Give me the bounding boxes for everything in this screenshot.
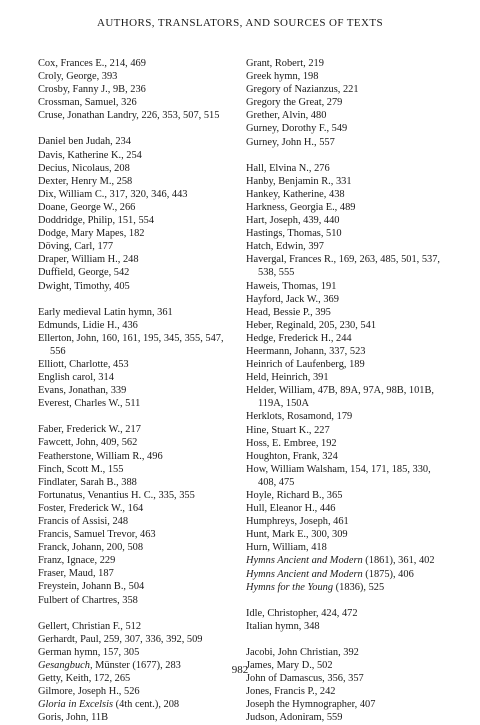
index-entry: Hoss, E. Embree, 192: [246, 437, 337, 449]
right-column: [246, 57, 446, 725]
index-entry: Freystein, Johann B., 504: [38, 581, 145, 593]
group-gap: [38, 410, 238, 423]
index-entry: Havergal, Frances R., 169, 263, 485, 501, 537, 538, 555: [246, 254, 441, 279]
source-title: Hymns for the Young: [246, 581, 334, 593]
index-entry: Finch, Scott M., 155: [38, 463, 124, 475]
index-entry: Hymns Ancient and Modern (1861), 361, 402: [246, 555, 435, 567]
index-entry: Findlater, Sarah B., 388: [38, 476, 137, 488]
index-entry: Hart, Joseph, 439, 440: [246, 215, 340, 227]
index-entry: Gregory of Nazianzus, 221: [246, 84, 359, 96]
index-entry: German hymn, 157, 305: [38, 646, 140, 658]
index-entry: Hanby, Benjamin R., 331: [246, 175, 352, 187]
group-gap: [38, 607, 238, 620]
index-entry: Hunt, Mark E., 300, 309: [246, 529, 348, 541]
index-entry: Döving, Carl, 177: [38, 241, 114, 253]
index-entry: Hastings, Thomas, 510: [246, 228, 342, 240]
index-entry: Fraser, Maud, 187: [38, 568, 114, 580]
index-entry: Hoyle, Richard B., 365: [246, 490, 343, 501]
index-entry: Croly, George, 393: [38, 71, 118, 83]
index-entry: Gesangbuch, Münster (1677), 283: [38, 659, 181, 671]
index-entry: James, Mary D., 502: [246, 660, 333, 672]
group-gap: [246, 594, 446, 607]
index-entry: Gurney, John H., 557: [246, 136, 335, 148]
index-entry: Dwight, Timothy, 405: [38, 280, 130, 292]
index-entry: Gerhardt, Paul, 259, 307, 336, 392, 509: [38, 633, 203, 645]
index-entry: Franck, Johann, 200, 508: [38, 542, 144, 554]
index-entry: Franz, Ignace, 229: [38, 555, 116, 567]
index-entry: Dexter, Henry M., 258: [38, 175, 133, 187]
index-entry: Gurney, Dorothy F., 549: [246, 123, 348, 135]
index-entry: Grether, Alvin, 480: [246, 110, 327, 122]
running-header: AUTHORS, TRANSLATORS, AND SOURCES OF TEXTS: [96, 17, 384, 29]
index-entry: Greek hymn, 198: [246, 71, 319, 83]
index-entry: Francis of Assisi, 248: [38, 516, 129, 527]
index-entry: Gregory the Great, 279: [246, 97, 343, 109]
group-gap: [246, 149, 446, 162]
index-entry: Humphreys, Joseph, 461: [246, 516, 349, 528]
index-entry: Doddridge, Philip, 151, 554: [38, 215, 155, 227]
index-entry: Harkness, Georgia E., 489: [246, 201, 356, 213]
index-entry: Doane, George W., 266: [38, 201, 136, 213]
index-entry: Gellert, Christian F., 512: [38, 620, 142, 632]
index-entry: Evans, Jonathan, 339: [38, 385, 127, 397]
index-entry: Cruse, Jonathan Landry, 226, 353, 507, 515: [38, 110, 220, 122]
index-entry: Ellerton, John, 160, 161, 195, 345, 355, 547, 556: [38, 332, 224, 357]
index-entry: Jones, Francis P., 242: [246, 686, 336, 698]
index-entry: Draper, William H., 248: [38, 254, 139, 266]
index-entry: Faber, Frederick W., 217: [38, 424, 141, 436]
left-column: [38, 57, 238, 724]
index-entry: Goris, John, 11B: [38, 712, 109, 724]
index-entry: Getty, Keith, 172, 265: [38, 673, 131, 685]
source-title: Hymns Ancient and Modern: [246, 568, 363, 580]
index-entry: Crosby, Fanny J., 9B, 236: [38, 84, 146, 96]
index-entry: Head, Bessie P., 395: [246, 306, 331, 318]
index-entry: Heermann, Johann, 337, 523: [246, 345, 366, 357]
index-entry: Hurn, William, 418: [246, 542, 327, 554]
index-entry: Hymns Ancient and Modern (1875), 406: [246, 568, 414, 580]
source-title: Gloria in Excelsis: [38, 699, 114, 711]
index-entry: Dix, William C., 317, 320, 346, 443: [38, 188, 188, 200]
index-entry: Decius, Nicolaus, 208: [38, 162, 130, 174]
index-entry: Helder, William, 47B, 89A, 97A, 98B, 101B, 119A, 150A: [246, 385, 435, 410]
index-entry: Hull, Eleanor H., 446: [246, 503, 336, 515]
index-entry: Hayford, Jack W., 369: [246, 293, 339, 305]
index-entry: Elliott, Charlotte, 453: [38, 358, 129, 370]
index-entry: Early medieval Latin hymn, 361: [38, 306, 173, 318]
index-entry: Davis, Katherine K., 254: [38, 149, 142, 161]
index-entry: Dodge, Mary Mapes, 182: [38, 228, 145, 240]
index-entry: Gloria in Excelsis (4th cent.), 208: [38, 699, 180, 711]
index-entry: Jacobi, John Christian, 392: [246, 646, 359, 658]
index-entry: Judson, Adoniram, 559: [246, 712, 343, 724]
index-entry: Everest, Charles W., 511: [38, 398, 141, 410]
index-entry: Grant, Robert, 219: [246, 58, 324, 69]
index-entry: Hedge, Frederick H., 244: [246, 332, 352, 344]
index-entry: Joseph the Hymnographer, 407: [246, 699, 376, 711]
index-entry: Francis, Samuel Trevor, 463: [38, 529, 156, 541]
index-entry: Crossman, Samuel, 326: [38, 97, 137, 109]
index-entry: Idle, Christopher, 424, 472: [246, 607, 358, 619]
index-entry: Foster, Frederick W., 164: [38, 502, 144, 514]
index-entry: How, William Walsham, 154, 171, 185, 330, 408, 475: [246, 463, 431, 488]
index-entry: Heber, Reginald, 205, 230, 541: [246, 319, 377, 331]
index-entry: Held, Heinrich, 391: [246, 372, 329, 384]
index-entry: English carol, 314: [38, 372, 114, 384]
index-entry: Fortunatus, Venantius H. C., 335, 355: [38, 489, 195, 501]
source-title: Hymns Ancient and Modern: [246, 555, 363, 567]
index-entry: Hymns for the Young (1836), 525: [246, 581, 385, 593]
group-gap: [246, 633, 446, 646]
index-entry: Haweis, Thomas, 191: [246, 280, 337, 292]
index-entry: Herklots, Rosamond, 179: [246, 411, 353, 423]
index-entry: Hankey, Katherine, 438: [246, 188, 345, 200]
index-entry: Italian hymn, 348: [246, 620, 320, 632]
group-gap: [38, 122, 238, 135]
index-entry: Hatch, Edwin, 397: [246, 241, 324, 253]
index-entry: Houghton, Frank, 324: [246, 450, 338, 462]
index-entry: Cox, Frances E., 214, 469: [38, 58, 146, 69]
index-entry: Daniel ben Judah, 234: [38, 136, 131, 148]
index-entry: Hine, Stuart K., 227: [246, 424, 330, 436]
index-entry: Edmunds, Lidie H., 436: [38, 319, 138, 331]
index-entry: Heinrich of Laufenberg, 189: [246, 359, 365, 371]
index-entry: Gilmore, Joseph H., 526: [38, 686, 140, 698]
source-title: Gesangbuch,: [38, 659, 93, 671]
page-number: 982: [231, 664, 249, 676]
index-entry: John of Damascus, 356, 357: [246, 673, 364, 685]
index-entry: Hall, Elvina N., 276: [246, 162, 330, 174]
group-gap: [38, 293, 238, 306]
index-entry: Fawcett, John, 409, 562: [38, 437, 138, 449]
index-entry: Duffield, George, 542: [38, 267, 130, 279]
index-entry: Featherstone, William R., 496: [38, 450, 163, 462]
index-entry: Fulbert of Chartres, 358: [38, 594, 138, 606]
